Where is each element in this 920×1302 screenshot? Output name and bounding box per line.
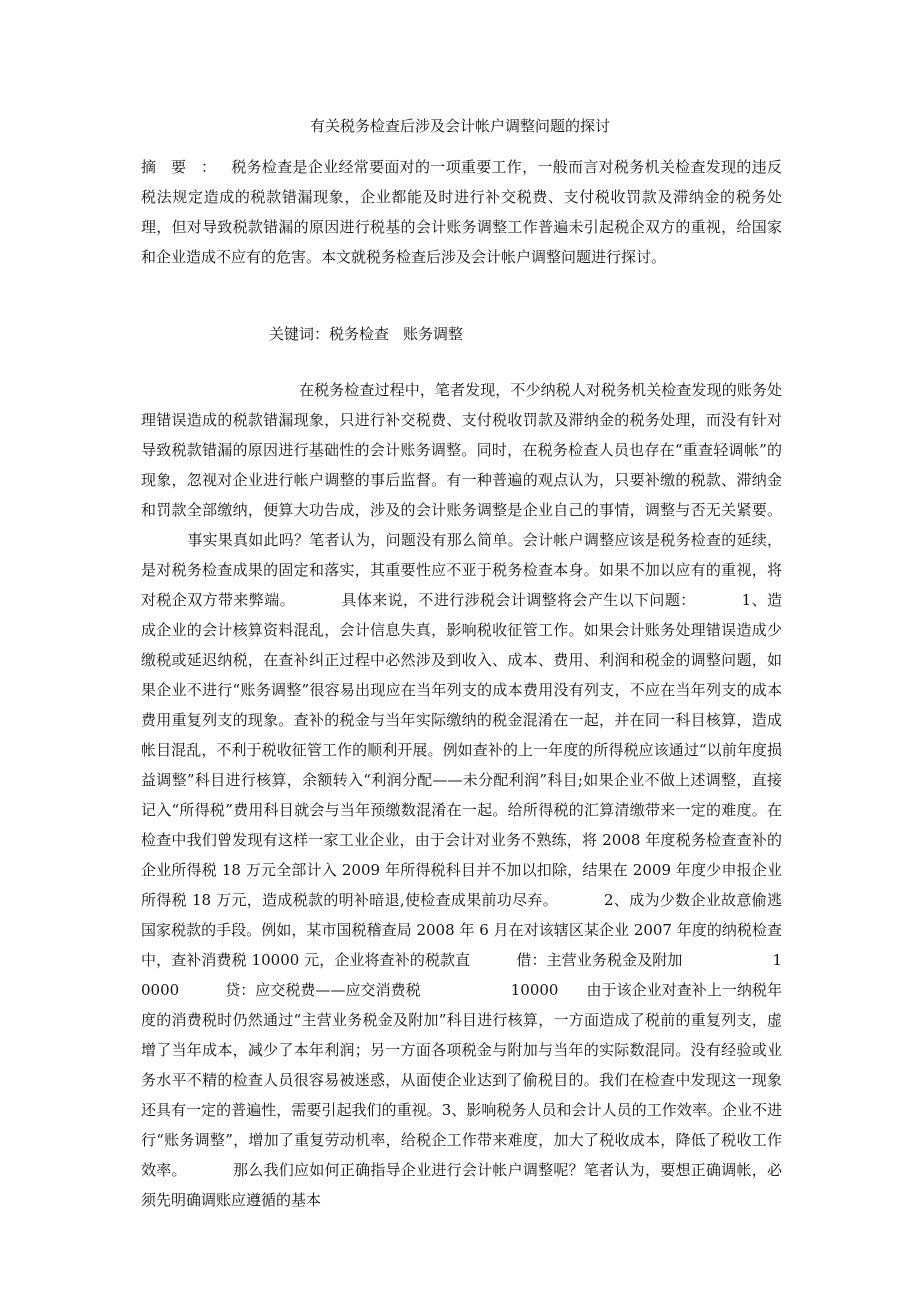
keywords-line: [269, 320, 463, 348]
keyword-1: 税务检查: [329, 325, 390, 343]
body-segment-issue-3: 3、影响税务人员和会计人员的工作效率。企业不进行“账务调整”，增加了重复劳动机率，给税企工作带来难度，加大了税收成本，降低了税收工作效率。: [141, 1101, 782, 1179]
body-segment-issue-2: 2、成为少数企业故意偷逃国家税款的手段。例如，某市国税稽查局 2008 年 6 月在对该辖区某企业 2007 年度的纳税检查中，查补消费税 10000 元，企业将查补的税款直: [141, 891, 782, 969]
abstract-text: 税务检查是企业经常要面对的一项重要工作，一般而言对税务机关检查发现的违反税法规定造成的税款错漏现象，企业都能及时进行补交税费、支付税收罚款及滞纳金的税务处理，但对导致税款错漏的原因进行税基的会计账务调整工作普遍未引起税企双方的重视，给国家和企业造成不应有的危害。本文就税务检查后涉及会计帐户调整问题进行探讨。: [141, 158, 782, 266]
keywords-label: 关键词：: [269, 325, 330, 343]
body-segment-specifics: 具体来说，不进行涉税会计调整将会产生以下问题：: [341, 591, 696, 609]
abstract-paragraph: [141, 152, 782, 272]
journal-debit-amount: 10000: [141, 951, 782, 999]
journal-debit-account: 借：主营业务税金及附加: [516, 951, 683, 969]
journal-credit-account: 贷：应交税费——应交消费税: [225, 981, 421, 999]
body-segment-issue-1: 1、造成企业的会计核算资料混乱，会计信息失真，影响税收征管工作。如果会计账务处理错误造成少缴税或延迟纳税，在查补纠正过程中必然涉及到收入、成本、费用、利润和税金的调整问题，如果企业不进行“账务调整”很容易出现应在当年列支的成本费用没有列支，不应在当年列支的成本费用重复列支的现象。查补的税金与当年实际缴纳的税金混淆在一起，并在同一科目核算，造成帐目混乱，不利于税收征管工作的顺利开展。例如查补的上一年度的所得税应该通过“以前年度损益调整”科目进行核算，余额转入“利润分配——未分配利润”科目;如果企业不做上述调整，直接记入“所得税”费用科目就会与当年预缴数混淆在一起。给所得税的汇算清缴带来一定的难度。在检查中我们曾发现有这样一家工业企业，由于会计对业务不熟练，将 2008 年度税务检查查补的企业所得税 18 万元全部计入 2009 年所得税科目并不加以扣除，结果在 2009 年度少申报企业所得税 18 万元，造成税款的明补暗退,使检查成果前功尽弃。: [141, 591, 782, 909]
journal-credit-amount: 10000: [510, 981, 559, 999]
keyword-2: 账务调整: [403, 325, 464, 343]
body-segment-question: 事实果真如此吗？笔者认为，问题没有那么简单。会计帐户调整应该是税务检查的延续，是对税务检查成果的固定和落实，其重要性应不亚于税务检查本身。如果不加以应有的重视，将对税企双方带来弊端。: [141, 531, 782, 609]
body-segment-guidance: 那么我们应如何正确指导企业进行会计帐户调整呢？笔者认为，要想正确调帐，必须先明确调账应遵循的基本: [141, 1161, 782, 1209]
abstract-label: 摘要：: [141, 158, 232, 176]
body-segment-consequence: 由于该企业对查补上一纳税年度的消费税时仍然通过“主营业务税金及附加”科目进行核算，一方面造成了税前的重复列支，虚增了当年成本，减少了本年利润；另一方面各项税金与附加与当年的实际数混同。没有经验或业务水平不精的检查人员很容易被迷惑，从面使企业达到了偷税目的。我们在检查中发现这一现象还具有一定的普遍性，需要引起我们的重视。: [141, 981, 782, 1119]
document-title: 有关税务检查后涉及会计帐户调整问题的探讨: [309, 117, 610, 135]
body-text: [141, 375, 782, 1209]
body-segment-intro: 在税务检查过程中，笔者发现，不少纳税人对税务机关检查发现的账务处理错误造成的税款错漏现象，只进行补交税费、支付税收罚款及滞纳金的税务处理，而没有针对导致税款错漏的原因进行基础性的会计账务调整。同时，在税务检查人员也存在“重查轻调帐”的现象，忽视对企业进行帐户调整的事后监督。有一种普遍的观点认为，只要补缴的税款、滞纳金和罚款全部缴纳，便算大功告成，涉及的会计账务调整是企业自己的事情，调整与否无关紧要。: [141, 381, 782, 519]
